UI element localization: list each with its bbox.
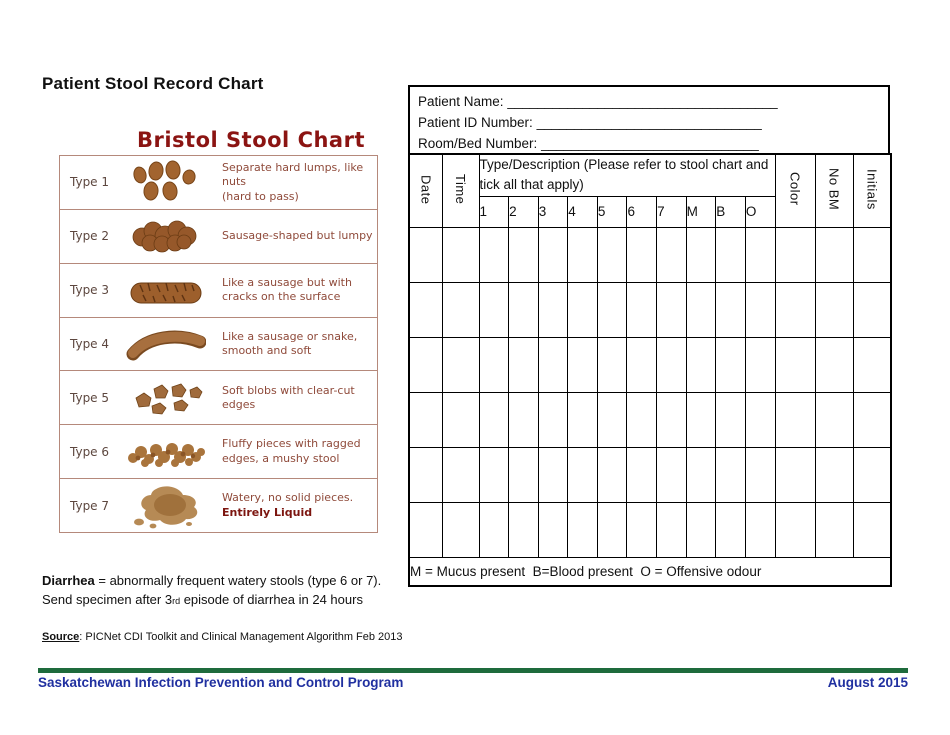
notes-section	[42, 571, 422, 647]
blood-cell[interactable]	[716, 227, 746, 282]
type-1-cell[interactable]	[479, 502, 509, 557]
type-1-cell[interactable]	[479, 337, 509, 392]
type-col-m: M	[686, 196, 716, 227]
blood-cell[interactable]	[716, 337, 746, 392]
type-col-2: 2	[509, 196, 539, 227]
mucus-cell[interactable]	[686, 337, 716, 392]
patient-name-line	[418, 91, 880, 112]
type-label: Type 3	[70, 283, 110, 298]
room-bed-label: Room/Bed Number:	[418, 136, 538, 151]
blood-cell[interactable]	[716, 447, 746, 502]
initials-cell[interactable]	[853, 392, 891, 447]
column-header-time: Time	[442, 154, 479, 227]
mucus-cell[interactable]	[686, 447, 716, 502]
time-cell[interactable]	[442, 337, 479, 392]
type-1-cell[interactable]	[479, 447, 509, 502]
type-description: Watery, no solid pieces. Entirely Liquid	[222, 491, 354, 519]
patient-info-box	[408, 85, 890, 155]
type-6-cell[interactable]	[627, 502, 657, 557]
type-6-cell[interactable]	[627, 447, 657, 502]
stool-type-7-icon	[122, 482, 210, 530]
type-1-cell[interactable]	[479, 392, 509, 447]
type-3-cell[interactable]	[538, 227, 568, 282]
stool-type-5-icon	[122, 376, 210, 420]
room-bed-line	[418, 133, 880, 154]
bristol-row-type5	[60, 371, 377, 425]
mucus-cell[interactable]	[686, 282, 716, 337]
no-bm-cell[interactable]	[815, 227, 853, 282]
type-5-cell[interactable]	[597, 502, 627, 557]
odour-cell[interactable]	[745, 392, 775, 447]
record-row	[409, 227, 891, 282]
time-cell[interactable]	[442, 227, 479, 282]
footer-program-name: Saskatchewan Infection Prevention and Control Program	[38, 675, 404, 690]
time-cell[interactable]	[442, 392, 479, 447]
type-col-7: 7	[657, 196, 687, 227]
type-4-cell[interactable]	[568, 447, 598, 502]
type-label: Type 5	[70, 390, 110, 405]
column-header-no-bm: No BM	[815, 154, 853, 227]
table-header-row	[409, 154, 891, 196]
time-cell[interactable]	[442, 502, 479, 557]
type-7-cell[interactable]	[657, 282, 687, 337]
color-cell[interactable]	[775, 282, 815, 337]
type-3-cell[interactable]	[538, 502, 568, 557]
type-2-cell[interactable]	[509, 447, 539, 502]
type-label: Type 6	[70, 444, 110, 459]
stool-record-table	[408, 153, 892, 587]
color-cell[interactable]	[775, 447, 815, 502]
footer-divider-bar	[38, 668, 908, 673]
footer	[38, 675, 908, 690]
no-bm-cell[interactable]	[815, 502, 853, 557]
type-5-cell[interactable]	[597, 227, 627, 282]
initials-cell[interactable]	[853, 282, 891, 337]
record-row	[409, 282, 891, 337]
type-1-cell[interactable]	[479, 282, 509, 337]
blood-cell[interactable]	[716, 502, 746, 557]
record-row	[409, 337, 891, 392]
no-bm-cell[interactable]	[815, 392, 853, 447]
patient-id-field[interactable]: ______________________________	[536, 115, 762, 130]
date-cell[interactable]	[409, 337, 442, 392]
mucus-cell[interactable]	[686, 227, 716, 282]
blood-cell[interactable]	[716, 282, 746, 337]
type-4-cell[interactable]	[568, 502, 598, 557]
initials-cell[interactable]	[853, 502, 891, 557]
type-col-3: 3	[538, 196, 568, 227]
no-bm-cell[interactable]	[815, 447, 853, 502]
mucus-cell[interactable]	[686, 392, 716, 447]
type-2-cell[interactable]	[509, 282, 539, 337]
bristol-row-type6	[60, 425, 377, 479]
blood-cell[interactable]	[716, 392, 746, 447]
mucus-cell[interactable]	[686, 502, 716, 557]
type-label: Type 2	[70, 229, 110, 244]
type-description: Like a sausage or snake, smooth and soft	[222, 329, 358, 357]
record-table-body	[409, 227, 891, 557]
initials-cell[interactable]	[853, 337, 891, 392]
patient-name-label: Patient Name:	[418, 94, 504, 109]
type-5-cell[interactable]	[597, 447, 627, 502]
stool-type-2-icon	[122, 214, 210, 258]
page-title: Patient Stool Record Chart	[42, 74, 264, 93]
type-col-b: B	[716, 196, 746, 227]
type-2-cell[interactable]	[509, 337, 539, 392]
patient-name-field[interactable]: ____________________________________	[507, 94, 778, 109]
type-5-cell[interactable]	[597, 392, 627, 447]
stool-type-4-icon	[122, 322, 210, 366]
bristol-row-type3	[60, 264, 377, 318]
color-cell[interactable]	[775, 392, 815, 447]
type-7-cell[interactable]	[657, 502, 687, 557]
record-row	[409, 392, 891, 447]
date-cell[interactable]	[409, 282, 442, 337]
odour-cell[interactable]	[745, 227, 775, 282]
type-description: Like a sausage but with cracks on the surface	[222, 275, 352, 304]
legend-text: M = Mucus present B=Blood present O = Offensive odour	[409, 557, 891, 586]
room-bed-field[interactable]: _____________________________	[541, 136, 759, 151]
type-4-cell[interactable]	[568, 392, 598, 447]
date-cell[interactable]	[409, 502, 442, 557]
type-7-cell[interactable]	[657, 227, 687, 282]
record-row	[409, 447, 891, 502]
no-bm-cell[interactable]	[815, 337, 853, 392]
type-2-cell[interactable]	[509, 502, 539, 557]
type-6-cell[interactable]	[627, 282, 657, 337]
color-cell[interactable]	[775, 337, 815, 392]
odour-cell[interactable]	[745, 502, 775, 557]
date-cell[interactable]	[409, 447, 442, 502]
source-note: Source: PICNet CDI Toolkit and Clinical Management Algorithm Feb 2013	[42, 631, 403, 643]
type-description: Sausage-shaped but lumpy	[222, 229, 373, 243]
odour-cell[interactable]	[745, 447, 775, 502]
bristol-row-type2	[60, 210, 377, 264]
color-cell[interactable]	[775, 227, 815, 282]
odour-cell[interactable]	[745, 282, 775, 337]
type-7-cell[interactable]	[657, 447, 687, 502]
type-5-cell[interactable]	[597, 337, 627, 392]
bristol-row-type7	[60, 479, 377, 532]
type-col-1: 1	[479, 196, 509, 227]
patient-id-label: Patient ID Number:	[418, 115, 533, 130]
type-description: Fluffy pieces with ragged edges, a mushy stool	[222, 437, 361, 465]
bristol-row-type1	[60, 156, 377, 210]
stool-type-1-icon	[122, 160, 210, 204]
time-cell[interactable]	[442, 282, 479, 337]
column-header-color: Color	[775, 154, 815, 227]
type-3-cell[interactable]	[538, 447, 568, 502]
type-6-cell[interactable]	[627, 392, 657, 447]
type-7-cell[interactable]	[657, 337, 687, 392]
type-description: Separate hard lumps, like nuts (hard to pass)	[222, 160, 364, 203]
type-3-cell[interactable]	[538, 337, 568, 392]
odour-cell[interactable]	[745, 337, 775, 392]
type-6-cell[interactable]	[627, 227, 657, 282]
no-bm-cell[interactable]	[815, 282, 853, 337]
type-label: Type 7	[70, 498, 110, 513]
stool-type-6-icon	[122, 430, 210, 474]
type-4-cell[interactable]	[568, 337, 598, 392]
type-4-cell[interactable]	[568, 282, 598, 337]
date-cell[interactable]	[409, 392, 442, 447]
column-header-date: Date	[409, 154, 442, 227]
type-7-cell[interactable]	[657, 392, 687, 447]
diarrhea-term: Diarrhea	[42, 573, 95, 588]
type-label: Type 1	[70, 175, 110, 190]
color-cell[interactable]	[775, 502, 815, 557]
type-col-5: 5	[597, 196, 627, 227]
type-3-cell[interactable]	[538, 282, 568, 337]
type-2-cell[interactable]	[509, 227, 539, 282]
column-header-initials: Initials	[853, 154, 891, 227]
time-cell[interactable]	[442, 447, 479, 502]
type-6-cell[interactable]	[627, 337, 657, 392]
type-col-4: 4	[568, 196, 598, 227]
type-description: Soft blobs with clear-cut edges	[222, 383, 355, 411]
column-header-type-description: Type/Description (Please refer to stool chart and tick all that apply)	[479, 154, 775, 196]
type-3-cell[interactable]	[538, 392, 568, 447]
date-cell[interactable]	[409, 227, 442, 282]
bristol-chart-title: Bristol Stool Chart	[137, 128, 365, 152]
type-2-cell[interactable]	[509, 392, 539, 447]
stool-type-3-icon	[122, 268, 210, 312]
footer-date: August 2015	[827, 675, 908, 690]
legend-row	[409, 557, 891, 586]
type-label: Type 4	[70, 337, 110, 351]
bristol-stool-chart	[59, 155, 378, 533]
type-5-cell[interactable]	[597, 282, 627, 337]
initials-cell[interactable]	[853, 447, 891, 502]
record-row	[409, 502, 891, 557]
initials-cell[interactable]	[853, 227, 891, 282]
patient-id-line	[418, 112, 880, 133]
diarrhea-note-line2: Send specimen after 3rd episode of diarrhea in 24 hours	[42, 592, 363, 607]
type-4-cell[interactable]	[568, 227, 598, 282]
type-1-cell[interactable]	[479, 227, 509, 282]
diarrhea-note-line1: Diarrhea = abnormally frequent watery stools (type 6 or 7).	[42, 573, 382, 588]
bristol-row-type4	[60, 318, 377, 372]
type-col-6: 6	[627, 196, 657, 227]
type-col-o: O	[745, 196, 775, 227]
